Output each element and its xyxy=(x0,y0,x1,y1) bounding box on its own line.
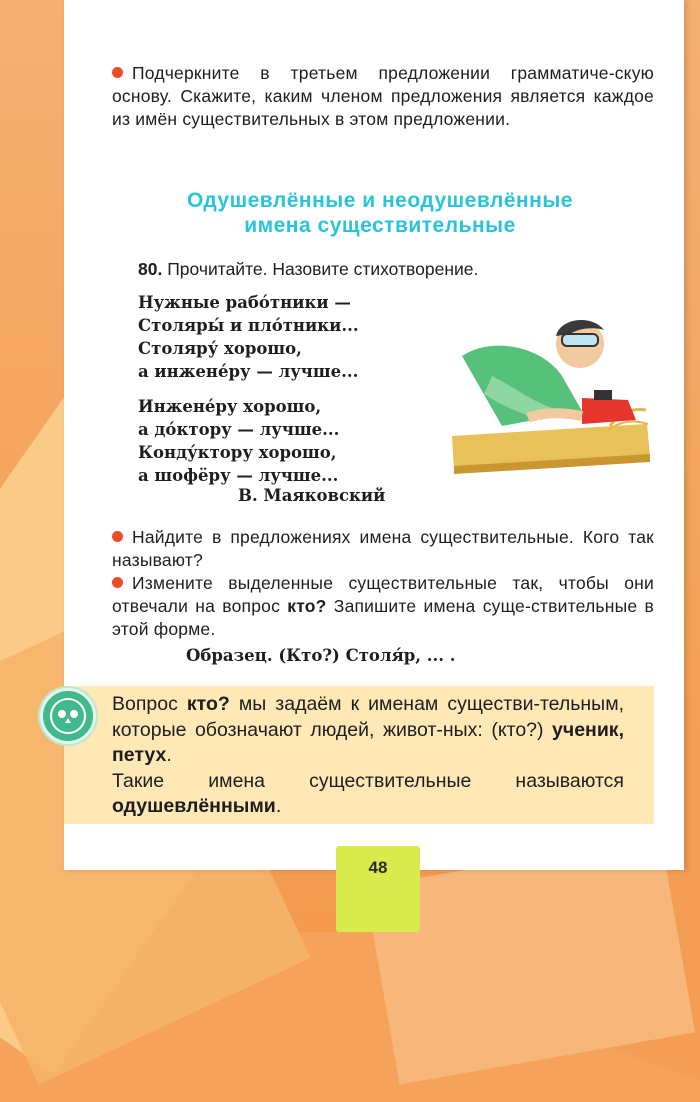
page-number: 48 xyxy=(368,858,388,877)
poem-line: а шофёру — лучше... xyxy=(138,466,339,485)
poem-stanza-2 xyxy=(138,395,339,487)
poem-line: а инжене́ру — лучше... xyxy=(138,362,359,381)
poem-line: Столяры́ и пло́тники... xyxy=(138,316,359,335)
bullet-1-text: Подчеркните в третьем предложении грамматиче-скую основу. Скажите, каким членом предложения является каждое из имён существительных в этом предложении. xyxy=(112,63,654,129)
bullet-icon xyxy=(112,577,123,588)
bullet-3-bold: кто? xyxy=(287,596,327,616)
poem-stanza-1 xyxy=(138,291,359,383)
bullet-3-text: Измените выделенные существительные так, чтобы они отвечали на вопрос xyxy=(112,573,654,616)
heading-line-2: имена существительные xyxy=(244,214,516,237)
rule-bold-word: кто? xyxy=(186,693,230,715)
rule-examples: ученик, петух xyxy=(112,718,624,766)
sample-answer: Образец. (Кто?) Столя́р, ... . xyxy=(186,646,456,665)
heading-line-1: Одушевлённые и неодушевлённые xyxy=(187,189,573,212)
exercise-bullet-3 xyxy=(112,572,654,641)
rule-bold-term: одушевлёнными xyxy=(112,795,276,817)
exercise-number: 80. xyxy=(138,259,163,279)
exercise-bullet-2 xyxy=(112,526,654,572)
section-heading xyxy=(150,188,610,238)
rule-punct: . xyxy=(275,795,282,817)
exercise-bullet-1 xyxy=(112,62,654,131)
poem-line: Столяру́ хорошо, xyxy=(138,339,302,358)
bullet-icon xyxy=(112,531,123,542)
poem-line: Конду́ктору хорошо, xyxy=(138,443,337,462)
exercise-80 xyxy=(138,259,478,280)
rule-text-part: мы задаём к именам существи-тельным, которые обозначают людей, живот-ных: (кто?) xyxy=(112,693,625,741)
rule-text xyxy=(112,692,624,820)
bullet-2-text: Найдите в предложениях имена существительные. Кого так называют? xyxy=(112,527,654,570)
bullet-icon xyxy=(112,67,123,78)
rule-text-part: Вопрос xyxy=(112,693,178,715)
poem-line: Инжене́ру хорошо, xyxy=(138,397,322,416)
poem-line: Нужные рабо́тники — xyxy=(138,293,351,312)
owl-icon xyxy=(40,688,96,744)
poem-line: а до́ктору — лучше... xyxy=(138,420,340,439)
rule-punct: . xyxy=(166,744,172,766)
exercise-instruction: Прочитайте. Назовите стихотворение. xyxy=(167,259,479,279)
poem-author: В. Маяковский xyxy=(238,486,386,505)
bullet-3-text-end: Запишите имена суще-ствительные в этой форме. xyxy=(112,596,655,639)
carpenter-planing-icon xyxy=(432,316,654,476)
rule-text-part: Такие имена существительные называются xyxy=(112,769,624,792)
